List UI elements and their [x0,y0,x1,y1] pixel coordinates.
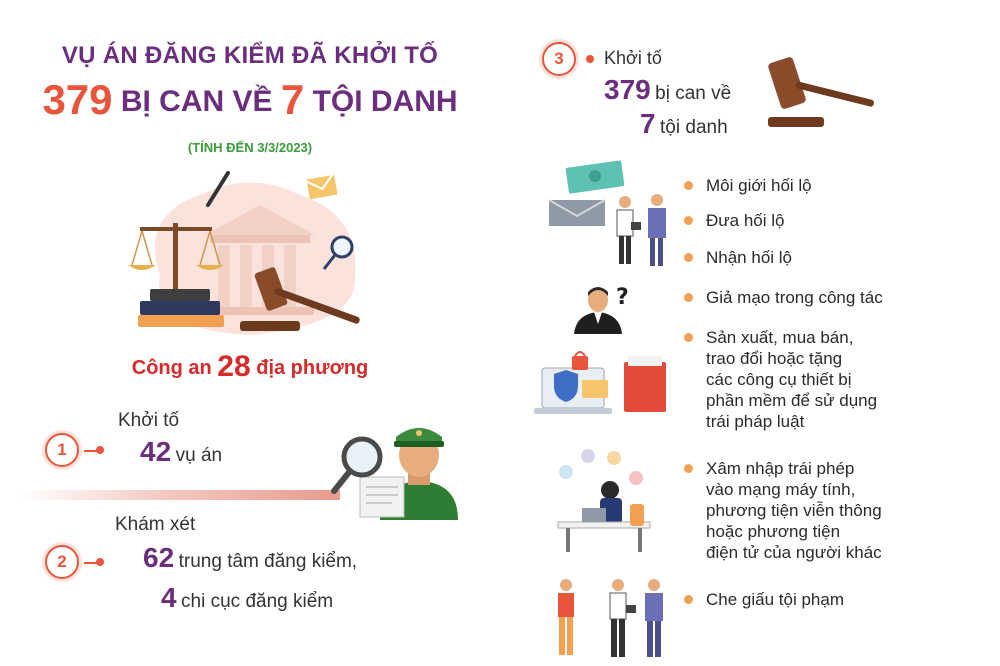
step3-number1: 379 [604,74,651,105]
step2-unit1: trung tâm đăng kiểm, [178,551,358,572]
headline-accused-count: 379 [42,76,113,123]
chair-icon [630,504,644,526]
crime-bullet-3 [684,253,693,262]
businessman-icon [617,196,641,264]
headline-line2 [40,76,460,124]
police-localities [130,350,370,384]
crime-bullet-7 [684,595,693,604]
police-prefix: Công an [131,357,218,379]
step3-value-b [640,108,728,140]
crime-bullet-1 [684,181,693,190]
courthouse-illustration [120,165,380,340]
lock-icon [572,352,588,370]
step1-number: 42 [140,436,172,467]
software-illustration [532,350,672,425]
bribery-illustration [545,160,675,270]
crime-bullet-5 [684,333,693,342]
step3-unit1: bị can về [655,83,732,104]
headline-text-a: BỊ CAN VỀ [112,85,281,118]
businessman-icon [610,579,636,657]
crime-item-2: Đưa hối lộ [706,211,785,230]
envelope-icon [306,173,337,200]
step1-label: Khởi tố [118,410,180,431]
businessman-question-icon [574,285,629,334]
crime-item-3: Nhận hối lộ [706,248,793,267]
crime-item-4: Giả mạo trong công tác [706,288,883,307]
money-icon [565,160,624,194]
step2-value-b [161,582,333,614]
step3-badge: 3 [542,42,576,76]
step2-dot [96,558,104,566]
step3-dot [586,55,594,63]
step3-label: Khởi tố [604,48,662,68]
step2-number2: 4 [161,582,177,613]
headline-charge-count: 7 [280,76,305,123]
person-icon [558,579,574,655]
police-officer-illustration [320,415,460,520]
crime-bullet-2 [684,216,693,225]
step2-label: Khám xét [115,514,196,535]
crime-bullet-4 [684,293,693,302]
crime-item-7: Che giấu tội phạm [706,590,844,609]
gavel-illustration [760,55,880,130]
document-icon [360,477,404,517]
crime-item-6: Xâm nhập trái phép vào mạng máy tính, phương tiện viễn thông hoặc phương tiện điện tử của người khác [706,459,882,562]
step1-badge: 1 [45,433,79,467]
step2-badge: 2 [45,545,79,579]
folder-icon [624,356,666,412]
crime-item-5: Sản xuất, mua bán, trao đổi hoặc tặng các công cụ thiết bị phần mềm để sử dụng trái pháp luật [706,328,878,431]
envelope-icon [549,200,605,226]
headline-date: (TÍNH ĐẾN 3/3/2023) [187,140,313,155]
police-suffix: địa phương [250,357,369,379]
step2-unit2: chi cục đăng kiểm [181,591,334,612]
businessman-icon [648,194,666,266]
intrusion-illustration [552,448,662,553]
step2-number1: 62 [143,542,175,573]
avatar-icons [559,449,643,485]
headline-text-b: TỘI DANH [304,85,458,118]
divider-stripe [20,490,340,500]
concealment-illustration [548,577,673,659]
crime-item-1: Môi giới hối lộ [706,176,812,195]
step2-value-a [143,542,357,574]
forgery-illustration [570,282,635,334]
crime-bullet-6 [684,464,693,473]
step1-dot [96,446,104,454]
step3-value-a [604,74,731,106]
gavel-icon [767,56,874,127]
step3-number2: 7 [640,108,656,139]
police-count: 28 [217,350,251,383]
headline-line1: VỤ ÁN ĐĂNG KIỂM ĐÃ KHỞI TỐ [61,42,439,69]
id-card-icon [582,380,608,398]
businessman-icon [645,579,663,657]
step3-unit2: tội danh [660,117,728,138]
step1-unit: vụ án [175,445,223,466]
step1-value [140,436,222,468]
svg-text:?: ? [616,285,629,310]
